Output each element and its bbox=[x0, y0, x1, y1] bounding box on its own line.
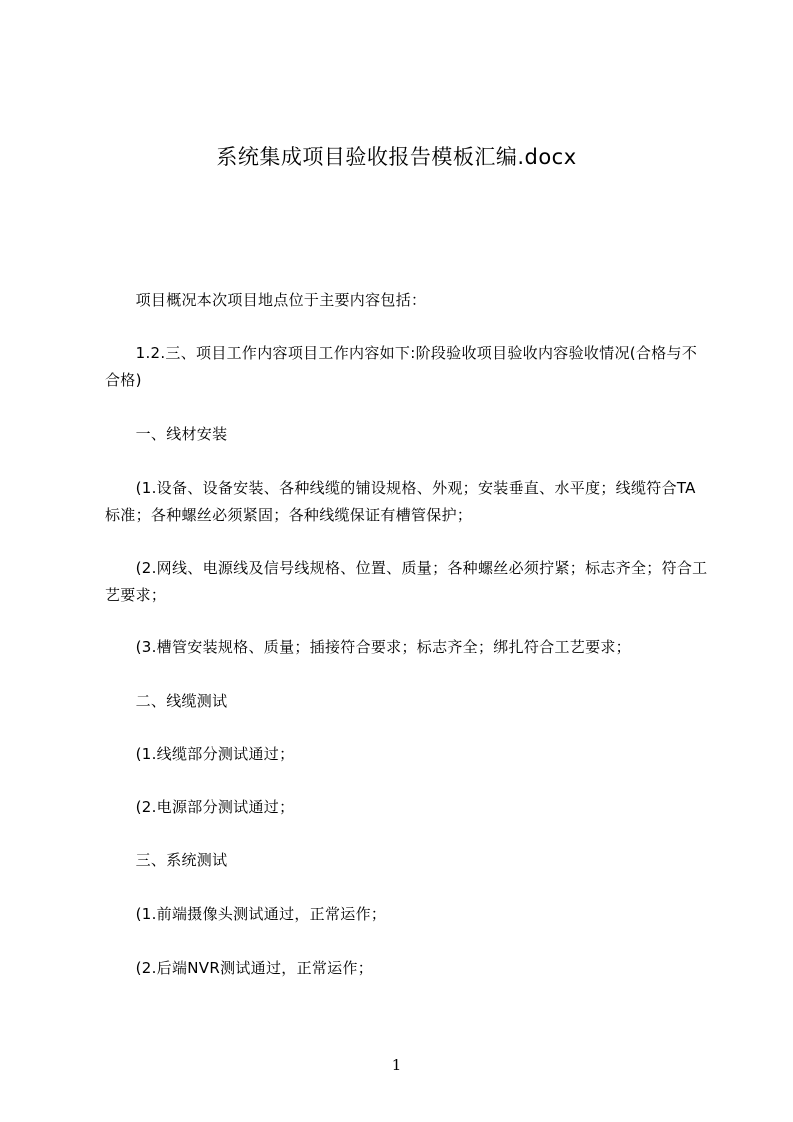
heading-cable-installation: 一、线材安装 bbox=[105, 425, 228, 443]
paragraph-system-test-2: (2.后端NVR测试通过，正常运作； bbox=[105, 959, 374, 977]
paragraph-work-content: 1.2.三、项目工作内容项目工作内容如下:阶段验收项目验收内容验收情况(合格与不合格) bbox=[105, 344, 698, 389]
paragraph-system-test-1: (1.前端摄像头测试通过，正常运作； bbox=[105, 905, 387, 923]
paragraph-cable-test-2: (2.电源部分测试通过； bbox=[105, 798, 295, 816]
paragraph-project-overview: 项目概况本次项目地点位于主要内容包括： bbox=[105, 291, 427, 309]
paragraph-cable-test-1: (1.线缆部分测试通过； bbox=[105, 745, 295, 763]
page-number: 1 bbox=[391, 1056, 402, 1074]
paragraph-install-item-2: (2.网线、电源线及信号线规格、位置、质量；各种螺丝必须拧紧；标志齐全；符合工艺要求； bbox=[105, 559, 708, 604]
document-title: 系统集成项目验收报告模板汇编.docx bbox=[216, 145, 577, 169]
heading-system-testing: 三、系统测试 bbox=[105, 851, 228, 869]
paragraph-install-item-1: (1.设备、设备安装、各种线缆的铺设规格、外观；安装垂直、水平度；线缆符合TA标准；各种螺丝必须紧固；各种线缆保证有槽管保护； bbox=[105, 479, 696, 524]
heading-cable-testing: 二、线缆测试 bbox=[105, 692, 228, 710]
paragraph-install-item-3: (3.槽管安装规格、质量；插接符合要求；标志齐全；绑扎符合工艺要求； bbox=[105, 638, 631, 656]
